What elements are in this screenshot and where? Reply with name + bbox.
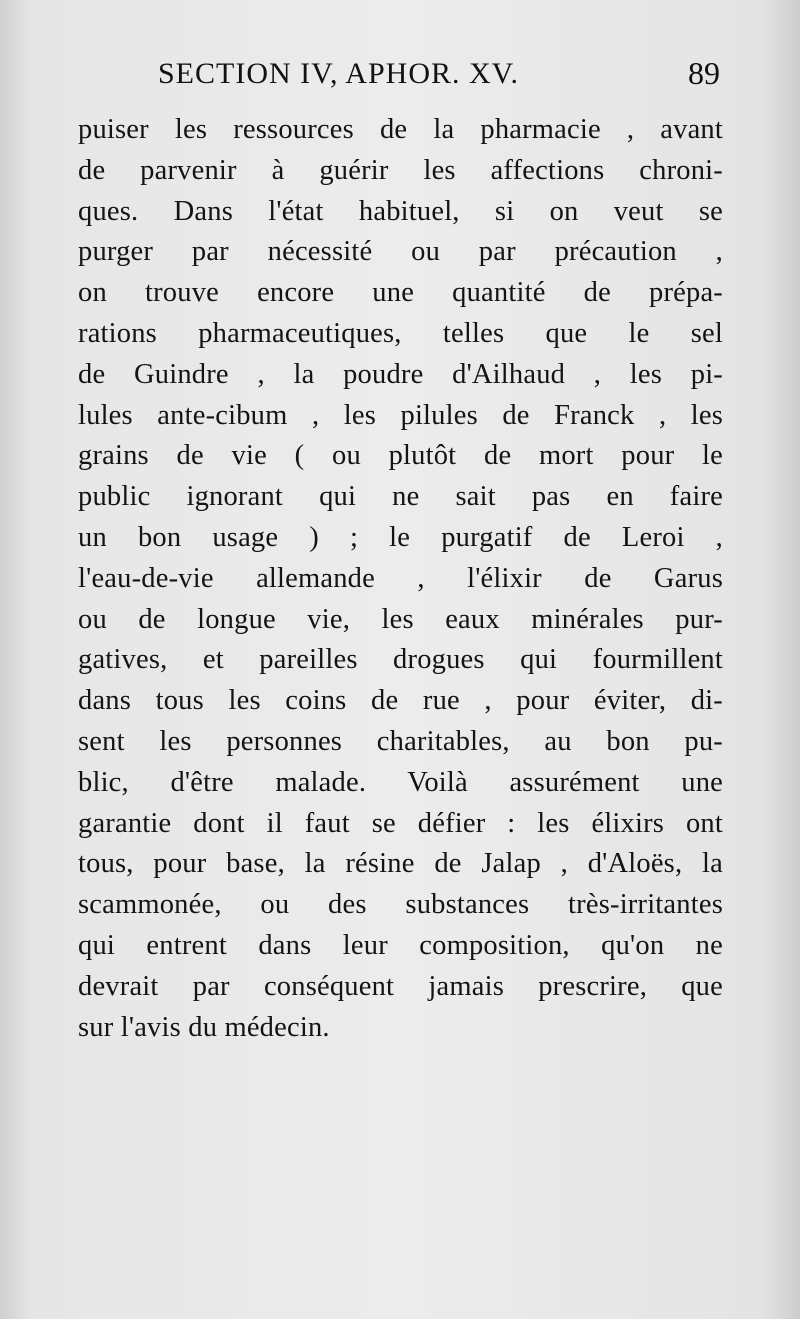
text-line: de Guindre , la poudre d'Ailhaud , les pi- <box>78 358 723 390</box>
section-heading: SECTION IV, APHOR. XV. <box>158 57 519 90</box>
text-line: gatives, et pareilles drogues qui fourmillent <box>78 644 723 676</box>
running-header <box>120 55 720 99</box>
text-line: public ignorant qui ne sait pas en faire <box>78 481 723 513</box>
text-line: blic, d'être malade. Voilà assurément une <box>78 766 723 798</box>
text-line: lules ante-cibum , les pilules de Franck , les <box>78 399 723 431</box>
text-line: ou de longue vie, les eaux minérales pur- <box>78 603 723 635</box>
text-line: dans tous les coins de rue , pour éviter, di- <box>78 685 723 717</box>
text-line: rations pharmaceutiques, telles que le sel <box>78 317 723 349</box>
text-line: purger par nécessité ou par précaution , <box>78 236 723 268</box>
text-line: tous, pour base, la résine de Jalap , d'Aloës, la <box>78 848 723 880</box>
body-paragraph <box>78 110 723 1048</box>
text-line: sur l'avis du médecin. <box>78 1011 330 1043</box>
text-line: puiser les ressources de la pharmacie , avant <box>78 114 723 145</box>
text-line: garantie dont il faut se défier : les élixirs ont <box>78 807 723 839</box>
text-line: on trouve encore une quantité de prépa- <box>78 277 723 309</box>
text-line: devrait par conséquent jamais prescrire, que <box>78 970 723 1002</box>
text-line: l'eau-de-vie allemande , l'élixir de Garus <box>78 562 723 594</box>
page-number: 89 <box>688 55 720 91</box>
text-line: ques. Dans l'état habituel, si on veut se <box>78 195 723 227</box>
text-line: un bon usage ) ; le purgatif de Leroi , <box>78 521 723 553</box>
text-line: qui entrent dans leur composition, qu'on ne <box>78 929 723 961</box>
text-line: sent les personnes charitables, au bon pu- <box>78 725 723 757</box>
text-line: grains de vie ( ou plutôt de mort pour le <box>78 440 723 472</box>
text-line: scammonée, ou des substances très-irritantes <box>78 889 723 921</box>
text-line: de parvenir à guérir les affections chroni- <box>78 154 723 186</box>
